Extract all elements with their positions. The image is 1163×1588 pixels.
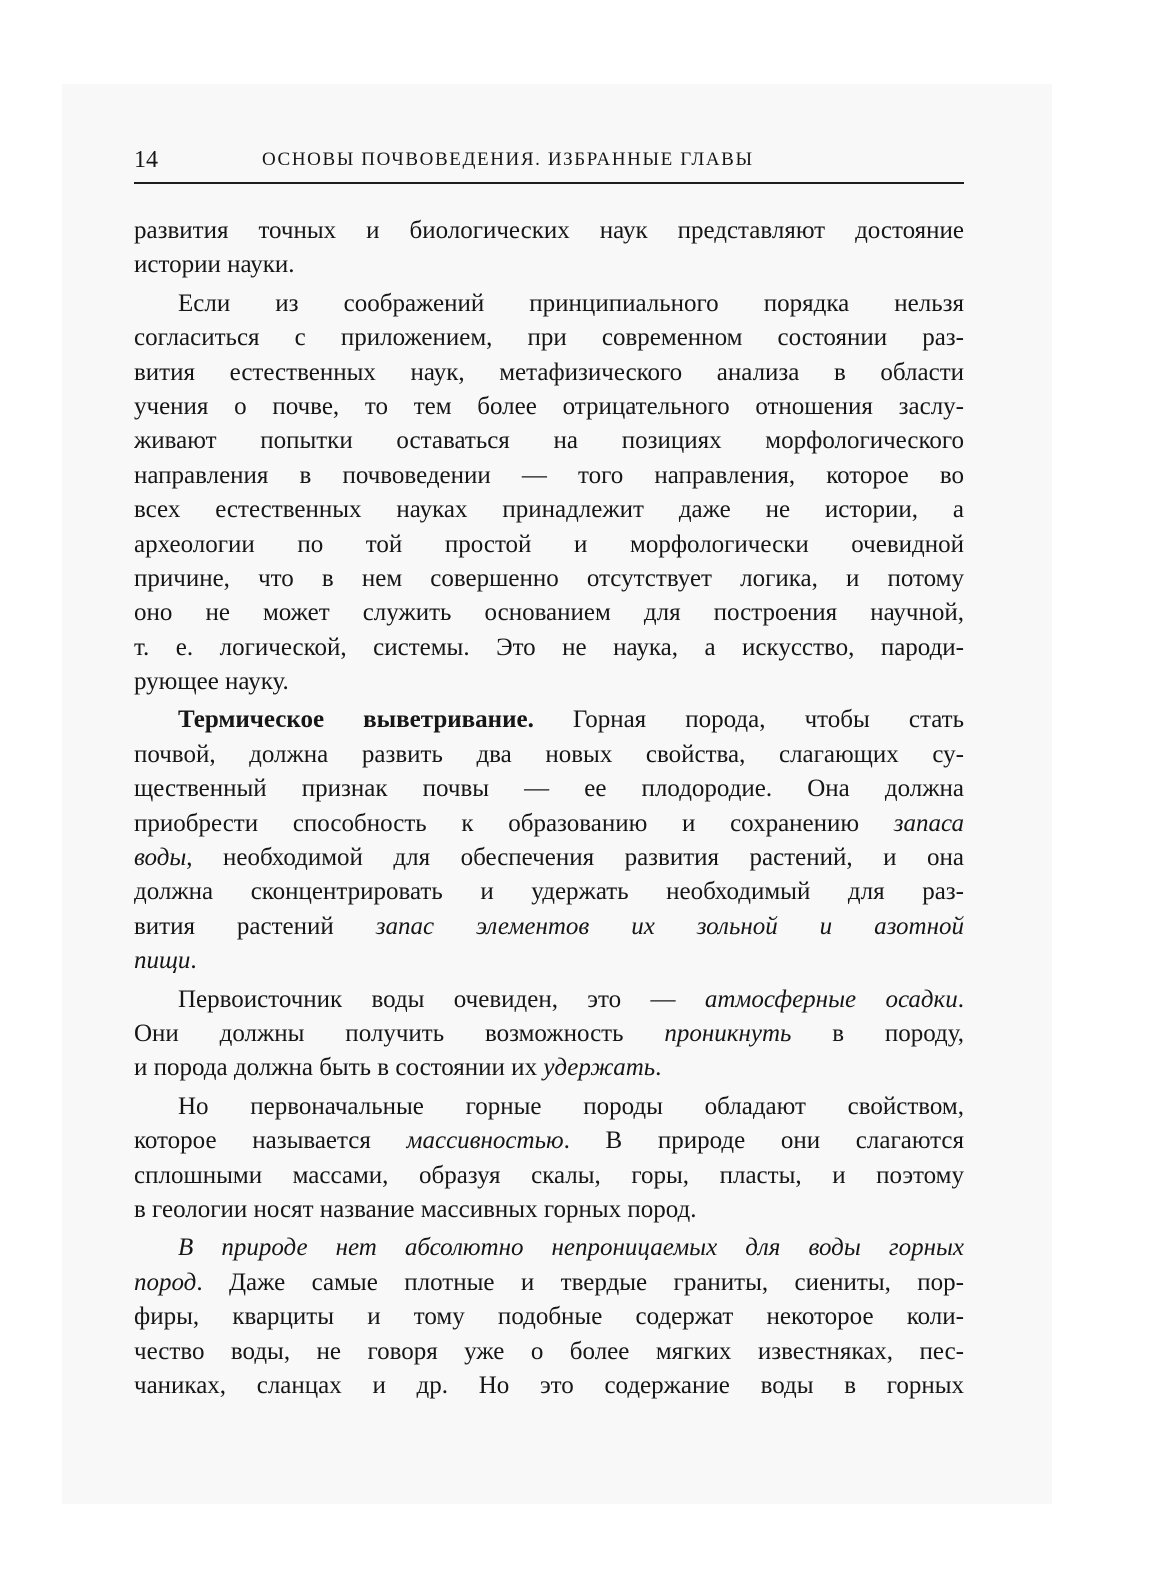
- text-line: которое называется массивностью. В природе они слагаются: [134, 1127, 964, 1155]
- paragraph: [134, 214, 964, 283]
- text-line: вития естественных наук, метафизического анализа в области: [134, 358, 964, 386]
- paragraph: [134, 983, 964, 1086]
- text-line: Но первоначальные горные породы обладают свойством,: [178, 1092, 964, 1120]
- emphasis: воды: [134, 844, 187, 872]
- paragraph: [134, 287, 964, 700]
- paragraph: [134, 1090, 964, 1228]
- paragraph: [134, 1231, 964, 1403]
- text-line: сплошными массами, образуя скалы, горы, пласты, и поэтому: [134, 1161, 964, 1189]
- text-line: живают попытки оставаться на позициях морфологического: [134, 427, 964, 455]
- text-line: фиры, кварциты и тому подобные содержат некоторое коли-: [134, 1303, 964, 1331]
- emphasis: атмосферные осадки: [704, 985, 958, 1013]
- text-line: приобрести способность к образованию и сохранению запаса: [134, 809, 964, 837]
- text-line: рующее науку.: [134, 668, 289, 696]
- text-line: чаниках, сланцах и др. Но это содержание воды в горных: [134, 1371, 964, 1399]
- text-line: пищи.: [134, 947, 197, 975]
- text-line: развития точных и биологических наук представляют достояние: [134, 217, 964, 244]
- section-term: Термическое выветривание.: [178, 706, 534, 734]
- text-line: Первоисточник воды очевиден, это — атмосферные осадки.: [178, 985, 964, 1013]
- text-line: щественный признак почвы — ее плодородие. Она должна: [134, 775, 964, 803]
- text-line: Если из соображений принципиального порядка нельзя: [178, 289, 964, 317]
- emphasis: массивностью: [406, 1127, 564, 1155]
- paragraph: [134, 703, 964, 978]
- text-line: т. е. логической, системы. Это не наука, а искусство, пароди-: [134, 633, 964, 661]
- text-line: Они должны получить возможность проникнуть в породу,: [134, 1019, 964, 1047]
- text-line: и порода должна быть в состоянии их удержать.: [134, 1054, 662, 1082]
- text-line: должна сконцентрировать и удержать необходимый для раз-: [134, 878, 964, 906]
- text-line: согласиться с приложением, при современном состоянии раз-: [134, 324, 964, 352]
- text-line: вития растений запас элементов их зольной и азотной: [134, 912, 964, 940]
- text-line: Термическое выветривание. Горная порода, чтобы стать: [178, 706, 964, 734]
- text-line: почвой, должна развить два новых свойства, слагающих су-: [134, 740, 964, 768]
- text-line: в геологии носят название массивных горных пород.: [134, 1195, 697, 1223]
- emphasis: запаса: [893, 809, 964, 837]
- text-line: пород. Даже самые плотные и твердые граниты, сиениты, пор-: [134, 1268, 964, 1296]
- emphasis: проникнуть: [664, 1019, 792, 1047]
- emphasis: запас элементов их зольной и азотной: [375, 912, 964, 940]
- text-line: чество воды, не говоря уже о более мягких известняках, пес-: [134, 1337, 964, 1365]
- emphasis: В природе нет абсолютно непроницаемых для воды горных: [178, 1234, 964, 1262]
- emphasis: пищи: [134, 947, 191, 975]
- emphasis: удержать: [543, 1054, 656, 1082]
- page-number: 14: [134, 147, 158, 173]
- body-text: [134, 214, 964, 1403]
- running-title: ОСНОВЫ ПОЧВОВЕДЕНИЯ. ИЗБРАННЫЕ ГЛАВЫ: [262, 149, 754, 170]
- emphasis: пород: [134, 1268, 197, 1296]
- text-line: археологии по той простой и морфологически очевидной: [134, 530, 964, 558]
- text-line: оно не может служить основанием для построения научной,: [134, 599, 964, 627]
- text-line: учения о почве, то тем более отрицательного отношения заслу-: [134, 392, 964, 420]
- running-header: [134, 142, 964, 184]
- text-line: истории науки.: [134, 251, 295, 279]
- text-line: всех естественных науках принадлежит даже не истории, а: [134, 496, 964, 524]
- text-line: [134, 1231, 964, 1265]
- text-line: направления в почвоведении — того направления, которое во: [134, 461, 964, 489]
- text-line: воды, необходимой для обеспечения развития растений, и она: [134, 844, 964, 872]
- text-line: причине, что в нем совершенно отсутствует логика, и потому: [134, 564, 964, 592]
